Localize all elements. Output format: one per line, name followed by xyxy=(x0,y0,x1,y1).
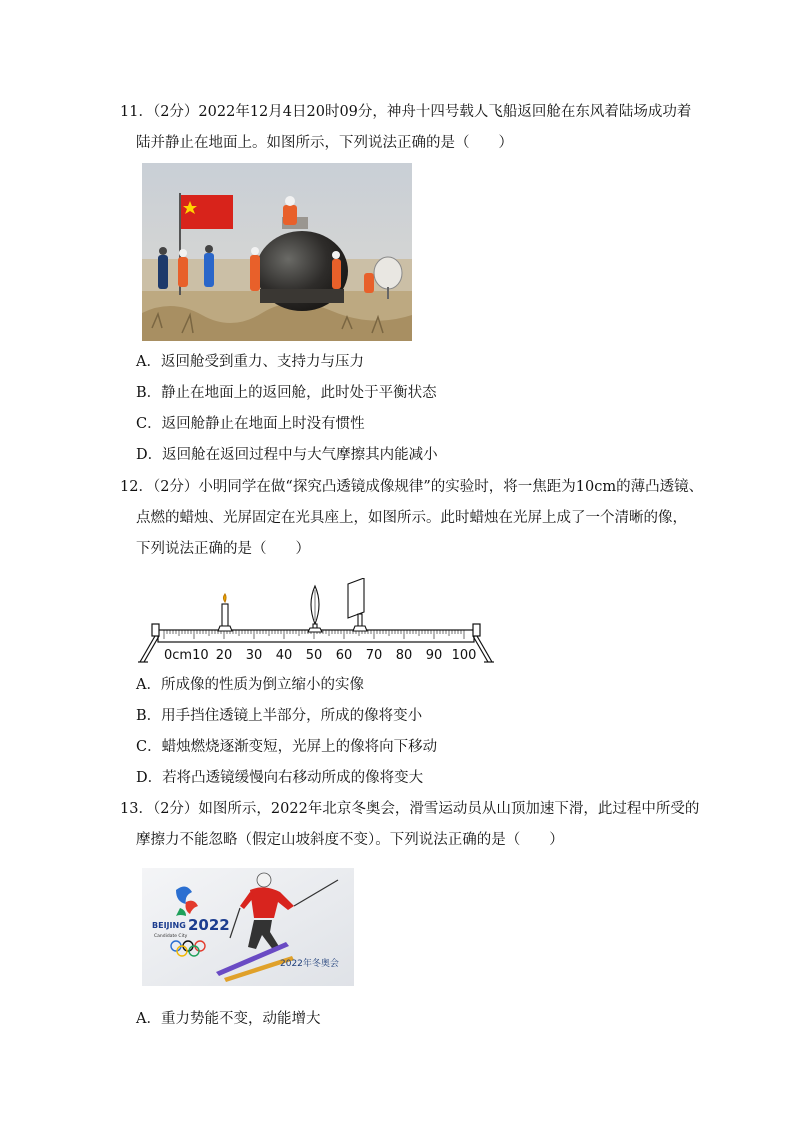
skier-photo xyxy=(142,868,354,986)
svg-text:Candidate City: Candidate City xyxy=(154,934,188,939)
q12-option-c: C．蜡烛燃烧逐渐变短，光屏上的像将向下移动 xyxy=(136,739,438,755)
q11-option-c: C．返回舱静止在地面上时没有惯性 xyxy=(136,416,365,432)
q12-option-d: D．若将凸透镜缓慢向右移动所成的像将变大 xyxy=(136,770,424,786)
ruler-label: 60 xyxy=(335,648,353,663)
q11-option-d: D．返回舱在返回过程中与大气摩擦其内能减小 xyxy=(136,447,438,463)
ruler-label: 30 xyxy=(245,648,263,663)
q11-stem-line2: 陆并静止在地面上。如图所示，下列说法正确的是（ ） xyxy=(136,135,513,151)
ruler-label: 70 xyxy=(365,648,383,663)
q11-option-b: B．静止在地面上的返回舱，此时处于平衡状态 xyxy=(136,385,437,401)
q12-stem-line1: 12．（2分）小明同学在做“探究凸透镜成像规律”的实验时，将一焦距为10cm的薄凸透镜、 xyxy=(120,479,704,495)
optical-bench-diagram xyxy=(136,578,496,668)
ruler-label: 80 xyxy=(395,648,413,663)
left-support xyxy=(138,624,159,662)
capsule-landing-photo xyxy=(142,163,412,341)
q12-stem-line3: 下列说法正确的是（ ） xyxy=(136,541,310,557)
q11-stem-line1: 11．（2分）2022年12月4日20时09分，神舟十四号载人飞船返回舱在东风着陆场成功着 xyxy=(120,104,692,120)
ruler-label: 40 xyxy=(275,648,293,663)
q13-option-a: A．重力势能不变，动能增大 xyxy=(136,1011,321,1027)
candle xyxy=(218,594,232,631)
q12-stem-line2: 点燃的蜡烛、光屏固定在光具座上，如图所示。此时蜡烛在光屏上成了一个清晰的像， xyxy=(136,510,687,526)
ruler-label: 90 xyxy=(425,648,443,663)
ruler-label: 20 xyxy=(215,648,233,663)
q12-option-a: A．所成像的性质为倒立缩小的实像 xyxy=(136,677,364,693)
ruler-label: 0cm10 xyxy=(164,648,209,663)
olympics-caption: 2022年冬奥会 xyxy=(280,959,339,969)
q13-stem-line1: 13．（2分）如图所示，2022年北京冬奥会，滑雪运动员从山顶加速下滑，此过程中所受的 xyxy=(120,801,700,817)
convex-lens xyxy=(308,586,322,632)
ruler-label: 100 xyxy=(451,648,477,663)
q13-stem-line2: 摩擦力不能忽略（假定山坡斜度不变）。下列说法正确的是（ ） xyxy=(136,832,564,848)
light-screen xyxy=(348,578,367,631)
ruler-label: 50 xyxy=(305,648,323,663)
q12-option-b: B．用手挡住透镜上半部分，所成的像将变小 xyxy=(136,708,423,724)
svg-text:BEIJING: BEIJING xyxy=(152,921,186,930)
svg-text:2022: 2022 xyxy=(188,916,230,934)
q11-option-a: A．返回舱受到重力、支持力与压力 xyxy=(136,354,364,370)
